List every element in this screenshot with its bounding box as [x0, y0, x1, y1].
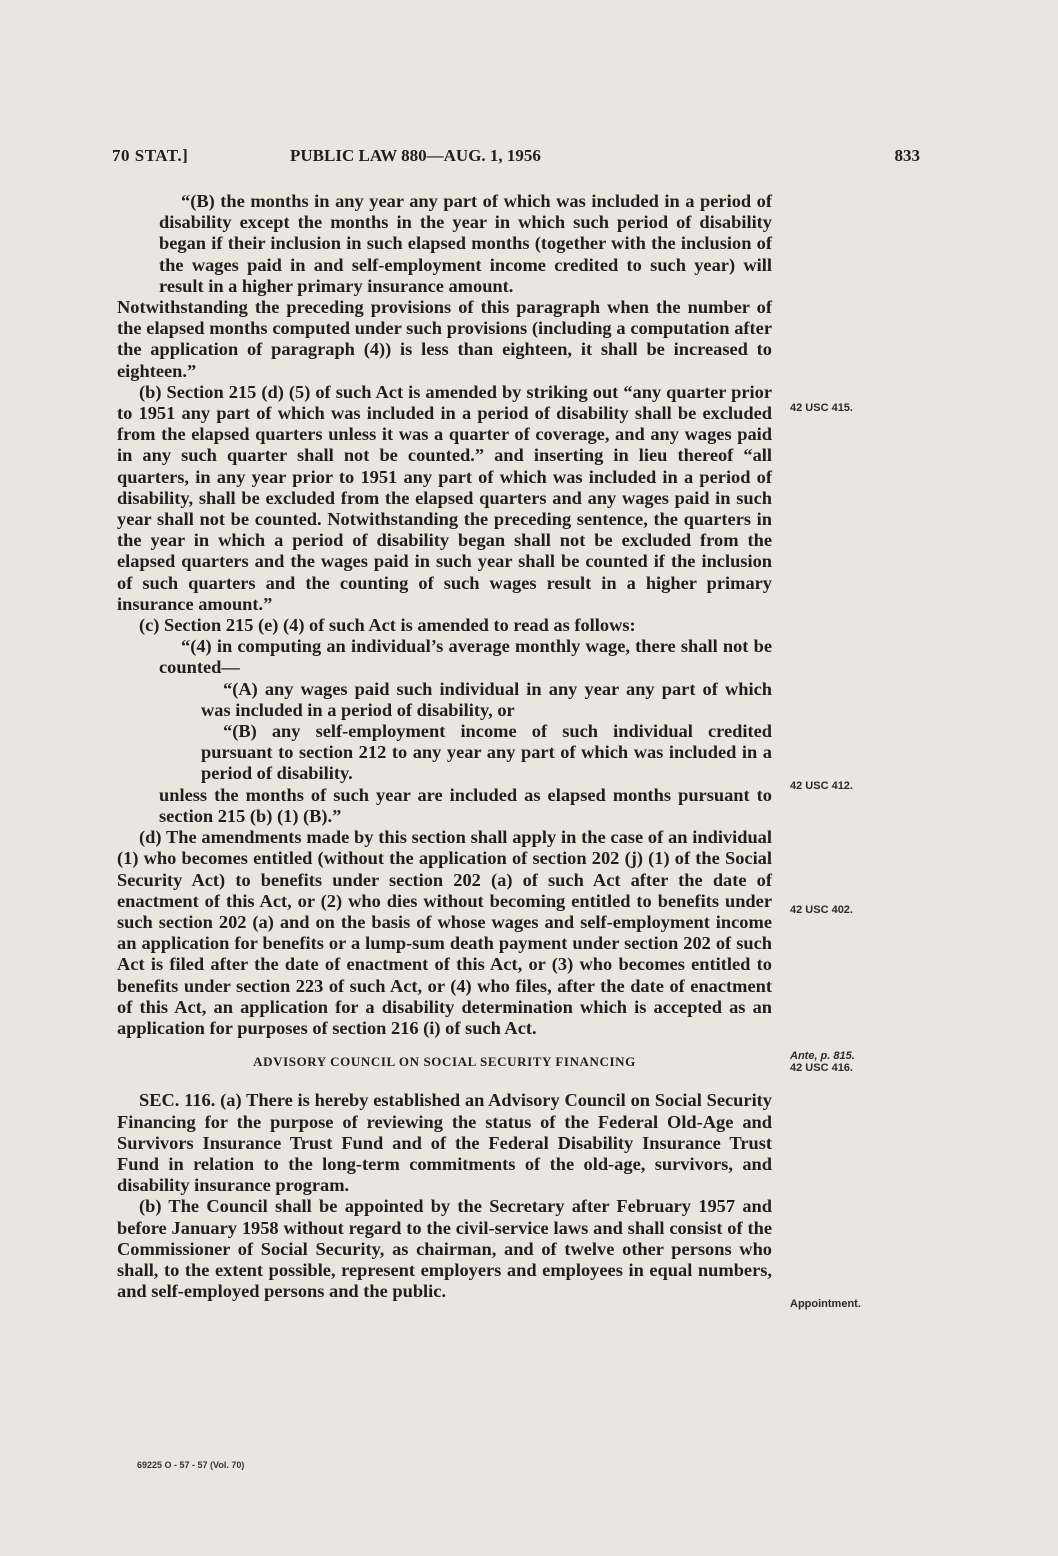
page-header	[112, 146, 920, 172]
paragraph-notwithstanding: Notwithstanding the preceding provisions of this paragraph when the number of the elapsed months computed under such provisions (including a computation after the application of paragraph (4)) is less than eighteen, it shall be increased to eighteen.”	[117, 297, 772, 381]
paragraph-b-months: “(B) the months in any year any part of which was included in a period of disability except the months in the year in which such period of disability began if their inclusion in such elapsed months (together with the inclusion of the wages paid in and self-employment income credited to such year) will result in a higher primary insurance amount.	[159, 191, 772, 296]
body-text	[117, 191, 772, 1302]
paragraph-sec-116-b: (b) The Council shall be appointed by the Secretary after February 1957 and before January 1958 without regard to the civil-service laws and shall consist of the Commissioner of Social Security, as chairman, and of twelve other persons who shall, to the extent possible, represent employers and employees in equal numbers, and self-employed persons and the public.	[117, 1196, 772, 1302]
paragraph-section-b: (b) Section 215 (d) (5) of such Act is amended by striking out “any quarter prior to 1951 any part of which was included in a period of disability shall be excluded from the elapsed quarters unless it was a quarter of coverage, and any wages paid in any such quarter shall not be counted.” and inserting in lieu thereof “all quarters, in any year prior to 1951 any part of which was included in a period of disability, shall be excluded from the elapsed quarters and any wages paid in such year shall not be counted. Notwithstanding the preceding sentence, the quarters in the year in which a period of disability began shall not be excluded from the elapsed quarters and the wages paid in such year shall be counted if the inclusion of such quarters and the counting of such wages result in a higher primary insurance amount.”	[117, 381, 772, 614]
print-code-footer: 69225 O - 57 - 57 (Vol. 70)	[137, 1460, 245, 1470]
law-title: PUBLIC LAW 880—AUG. 1, 1956	[290, 146, 541, 165]
sidenote-ante: Ante, p. 815.	[790, 1050, 855, 1062]
paragraph-section-d: (d) The amendments made by this section shall apply in the case of an individual (1) who becomes entitled (without the application of section 202 (j) (1) of the Social Security Act) to benefits under section 202 (a) of such Act after the date of enactment of this Act, or (2) who dies without becoming entitled to benefits under such section 202 (a) and on the basis of whose wages and self-employment income an application for benefits or a lump-sum death payment under section 202 of such Act is filed after the date of enactment of this Act, or (3) who becomes entitled to benefits under section 223 of such Act, or (4) who files, after the date of enactment of this Act, an application for a disability determination which is accepted as an application for purposes of section 216 (i) of such Act.	[117, 827, 772, 1038]
paragraph-sec-116-a: SEC. 116. (a) There is hereby established an Advisory Council on Social Security Financing for the purpose of reviewing the status of the Federal Old-Age and Survivors Insurance Trust Fund and of the Federal Disability Insurance Trust Fund in relation to the long-term commitments of the old-age, survivors, and disability insurance program.	[117, 1090, 772, 1196]
section-heading: ADVISORY COUNCIL ON SOCIAL SECURITY FINANCING	[253, 1054, 636, 1070]
paragraph-clause-b: “(B) any self-employment income of such individual credited pursuant to section 212 to any year any part of which was included in a period of disability.	[201, 721, 772, 784]
statute-reference: 70 STAT.]	[112, 146, 189, 165]
sidenote-42-usc-415: 42 USC 415.	[790, 402, 853, 414]
sidenote-42-usc-412: 42 USC 412.	[790, 780, 853, 792]
paragraph-clause-4: “(4) in computing an individual’s average monthly wage, there shall not be counted—	[159, 636, 772, 678]
paragraph-clause-a: “(A) any wages paid such individual in any year any part of which was included in a period of disability, or	[201, 678, 772, 720]
sidenote-appointment: Appointment.	[790, 1298, 861, 1310]
paragraph-section-c: (c) Section 215 (e) (4) of such Act is amended to read as follows:	[139, 615, 636, 636]
page-number: 833	[894, 146, 920, 165]
sidenote-42-usc-402: 42 USC 402.	[790, 904, 853, 916]
paragraph-unless: unless the months of such year are included as elapsed months pursuant to section 215 (b) (1) (B).”	[159, 784, 772, 826]
sidenote-42-usc-416: 42 USC 416.	[790, 1062, 853, 1074]
